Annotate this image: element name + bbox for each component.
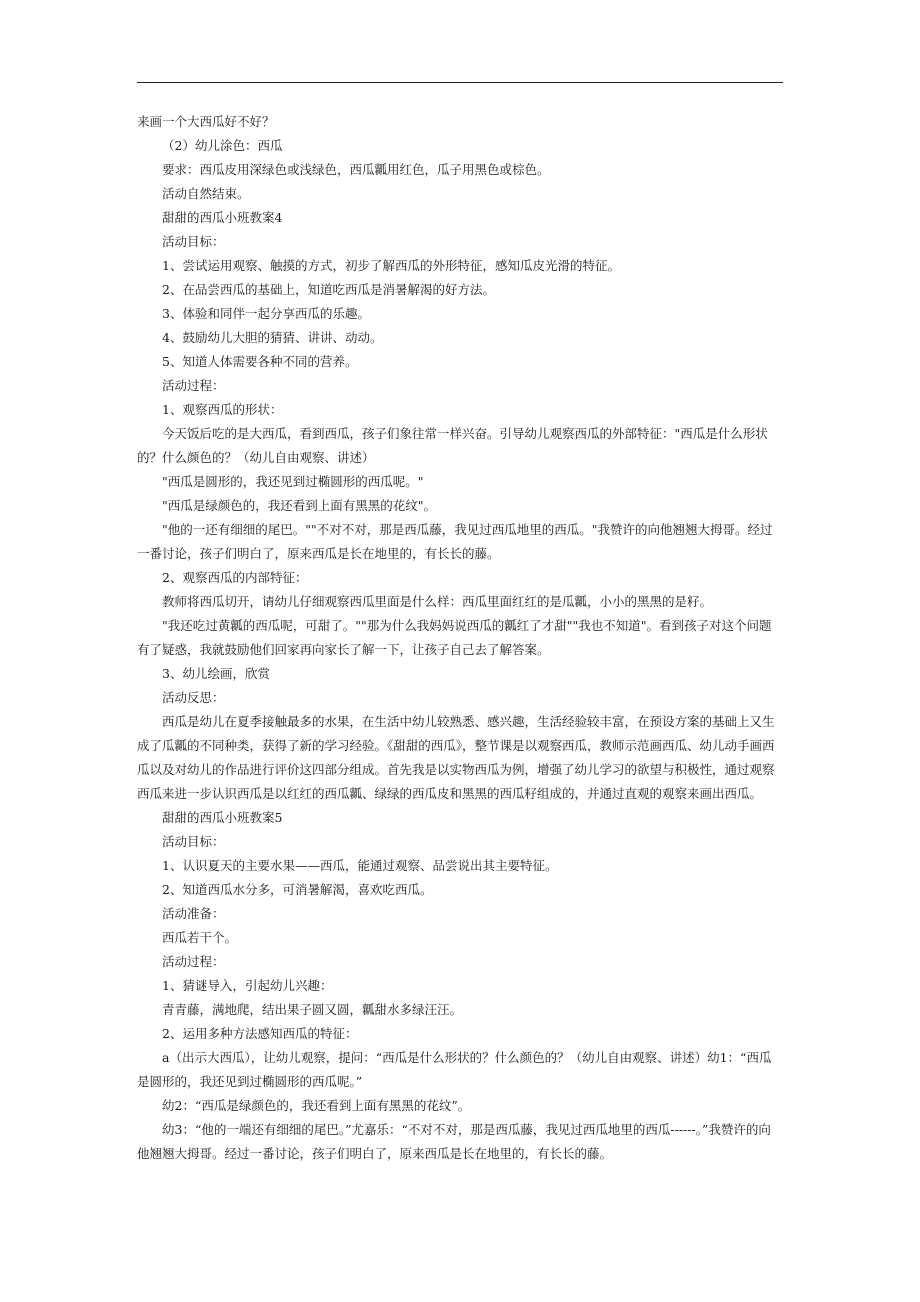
paragraph: 3、幼儿绘画，欣赏: [162, 666, 270, 681]
document-body: [137, 110, 783, 1166]
paragraph: 甜甜的西瓜小班教案5: [162, 810, 283, 825]
paragraph: 幼3：“他的一端还有细细的尾巴。”尤嘉乐：“不对不对，那是西瓜藤，我见过西瓜地里的西瓜------。”我赞许的向他翘翘大拇哥。经过一番讨论，孩子们明白了，原来西瓜是长在地里的，有长长的藤。: [137, 1122, 771, 1161]
header-rule: [137, 82, 783, 83]
paragraph: 幼2：“西瓜是绿颜色的，我还看到上面有黑黑的花纹”。: [162, 1098, 471, 1113]
paragraph: 2、运用多种方法感知西瓜的特征：: [162, 1026, 358, 1041]
paragraph: 青青藤，满地爬，结出果子圆又圆，瓤甜水多绿汪汪。: [162, 1002, 463, 1017]
paragraph: 甜甜的西瓜小班教案4: [162, 210, 283, 225]
paragraph: 2、知道西瓜水分多，可消暑解渴，喜欢吃西瓜。: [162, 882, 433, 897]
paragraph: 1、尝试运用观察、触摸的方式，初步了解西瓜的外形特征，感知瓜皮光滑的特征。: [162, 258, 620, 273]
paragraph: 活动过程：: [162, 954, 225, 969]
paragraph: 活动反思：: [162, 690, 225, 705]
paragraph: 5、知道人体需要各种不同的营养。: [162, 354, 358, 369]
paragraph: a（出示大西瓜），让幼儿观察，提问：“西瓜是什么形状的？什么颜色的？（幼儿自由观察、讲述）幼1：“西瓜是圆形的，我还见到过椭圆形的西瓜呢。”: [137, 1050, 772, 1089]
paragraph: 教师将西瓜切开，请幼儿仔细观察西瓜里面是什么样：西瓜里面红红的是瓜瓤，小小的黑黑的是籽。: [162, 594, 713, 609]
paragraph: 2、在品尝西瓜的基础上，知道吃西瓜是消暑解渴的好方法。: [162, 282, 495, 297]
paragraph: 1、猜谜导入，引起幼儿兴趣：: [162, 978, 333, 993]
paragraph: "我还吃过黄瓤的西瓜呢，可甜了。""那为什么我妈妈说西瓜的瓤红了才甜""我也不知道"。看到孩子对这个问题有了疑惑，我就鼓励他们回家再向家长了解一下，让孩子自己去了解答案。: [137, 618, 772, 657]
paragraph: "他的一还有细细的尾巴。""不对不对，那是西瓜藤，我见过西瓜地里的西瓜。"我赞许的向他翘翘大拇哥。经过一番讨论，孩子们明白了，原来西瓜是长在地里的，有长长的藤。: [137, 522, 773, 561]
paragraph: 4、鼓励幼儿大胆的猜猜、讲讲、动动。: [162, 330, 383, 345]
paragraph: 今天饭后吃的是大西瓜，看到西瓜，孩子们象往常一样兴奋。引导幼儿观察西瓜的外部特征："西瓜是什么形状的？什么颜色的？（幼儿自由观察、讲述）: [137, 426, 768, 465]
paragraph: "西瓜是绿颜色的，我还看到上面有黑黑的花纹"。: [162, 498, 436, 513]
paragraph: 活动自然结束。: [162, 186, 250, 201]
paragraph: 2、观察西瓜的内部特征：: [162, 570, 308, 585]
paragraph: 1、认识夏天的主要水果——西瓜，能通过观察、品尝说出其主要特征。: [162, 858, 558, 873]
paragraph: 活动准备：: [162, 906, 225, 921]
paragraph: （2）幼儿涂色：西瓜: [162, 138, 283, 153]
paragraph: 西瓜若干个。: [162, 930, 238, 945]
paragraph: 活动目标：: [162, 834, 225, 849]
paragraph: "西瓜是圆形的，我还见到过椭圆形的西瓜呢。": [162, 474, 424, 489]
paragraph: 西瓜是幼儿在夏季接触最多的水果，在生活中幼儿较熟悉、感兴趣，生活经验较丰富，在预设方案的基础上又生成了瓜瓤的不同种类，获得了新的学习经验。《甜甜的西瓜》，整节课是以观察西瓜，教师示范画西瓜、幼儿动手画西瓜以及对幼儿的作品进行评价这四部分组成。首先我是以实物西瓜为例，增强了幼儿学习的欲望与积极性，通过观察西瓜来进一步认识西瓜是以红红的西瓜瓤、绿绿的西瓜皮和黑黑的西瓜籽组成的，并通过直观的观察来画出西瓜。: [137, 714, 775, 801]
paragraph: 3、体验和同伴一起分享西瓜的乐趣。: [162, 306, 370, 321]
paragraph: 要求：西瓜皮用深绿色或浅绿色，西瓜瓤用红色，瓜子用黑色或棕色。: [162, 162, 550, 177]
paragraph: 1、观察西瓜的形状：: [162, 402, 283, 417]
paragraph: 活动过程：: [162, 378, 225, 393]
paragraph: 活动目标：: [162, 234, 225, 249]
paragraph: 来画一个大西瓜好不好？: [137, 114, 275, 129]
